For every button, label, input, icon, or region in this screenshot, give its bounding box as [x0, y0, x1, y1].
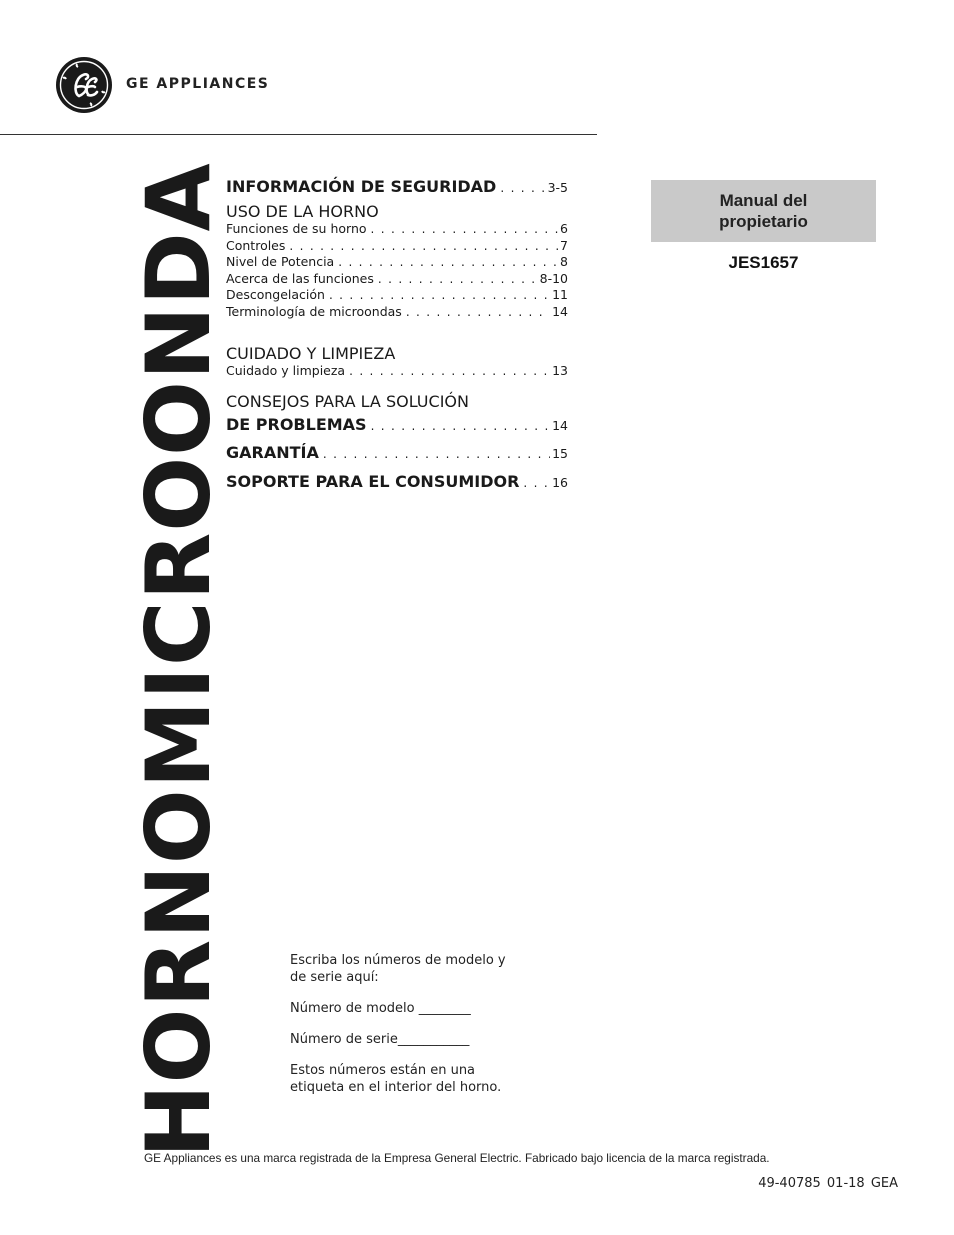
manual-label-line1: Manual del	[719, 191, 808, 210]
toc-troubleshoot-label-1[interactable]: CONSEJOS PARA LA SOLUCIÓN	[226, 392, 469, 412]
toc-item[interactable]: Nivel de Potencia . . . 8	[226, 254, 568, 271]
serial-note-line2: etiqueta en el interior del horno.	[290, 1080, 502, 1095]
toc-warranty-page: 15	[552, 446, 568, 462]
table-of-contents	[226, 177, 568, 491]
serial-number-field: Número de serie___________	[290, 1032, 470, 1047]
model-number: JES1657	[728, 253, 799, 272]
brand-name: GE APPLIANCES	[126, 76, 270, 92]
serial-note-line1: Estos números están en una	[290, 1063, 476, 1078]
toc-usage-label[interactable]: USO DE LA HORNO	[226, 202, 379, 221]
document-title: HORNOMICROONDA	[127, 162, 230, 1158]
header-divider	[0, 134, 597, 135]
toc-troubleshoot-page: 14	[552, 418, 568, 434]
toc-security[interactable]	[226, 177, 568, 196]
toc-item[interactable]: Controles . . . 7	[226, 238, 568, 255]
trademark-notice: GE Appliances es una marca registrada de la Empresa General Electric. Fabricado bajo licencia de la marca registrada.	[144, 1151, 770, 1165]
toc-item[interactable]: Terminología de microondas . . . 14	[226, 304, 568, 321]
serial-intro-line2: de serie aquí:	[290, 970, 379, 985]
toc-support-label: SOPORTE PARA EL CONSUMIDOR	[226, 472, 520, 492]
toc-support[interactable]	[226, 472, 568, 491]
serial-section	[290, 952, 550, 1110]
toc-care-label[interactable]: CUIDADO Y LIMPIEZA	[226, 343, 396, 363]
toc-item[interactable]: Funciones de su horno . . . 6	[226, 221, 568, 238]
serial-intro-line1: Escriba los números de modelo y	[290, 953, 506, 968]
toc-item[interactable]: Cuidado y limpieza . . . 13	[226, 363, 568, 380]
model-number-field: Número de modelo ________	[290, 1001, 471, 1016]
toc-item[interactable]: Acerca de las funciones . . . 8-10	[226, 271, 568, 288]
toc-warranty-label: GARANTÍA	[226, 443, 319, 463]
toc-support-page: 16	[552, 475, 568, 491]
manual-label-line2: propietario	[719, 212, 808, 231]
toc-warranty[interactable]	[226, 443, 568, 462]
toc-troubleshoot[interactable]	[226, 415, 568, 434]
toc-security-label: INFORMACIÓN DE SEGURIDAD	[226, 177, 497, 196]
manual-label-box	[651, 180, 876, 242]
toc-troubleshoot-label-2: DE PROBLEMAS	[226, 415, 367, 435]
toc-item[interactable]: Descongelación . . . 11	[226, 287, 568, 304]
ge-monogram-icon	[55, 56, 113, 114]
document-number: 49-40785 01-18 GEA	[758, 1176, 898, 1191]
toc-security-page: 3-5	[547, 180, 568, 195]
